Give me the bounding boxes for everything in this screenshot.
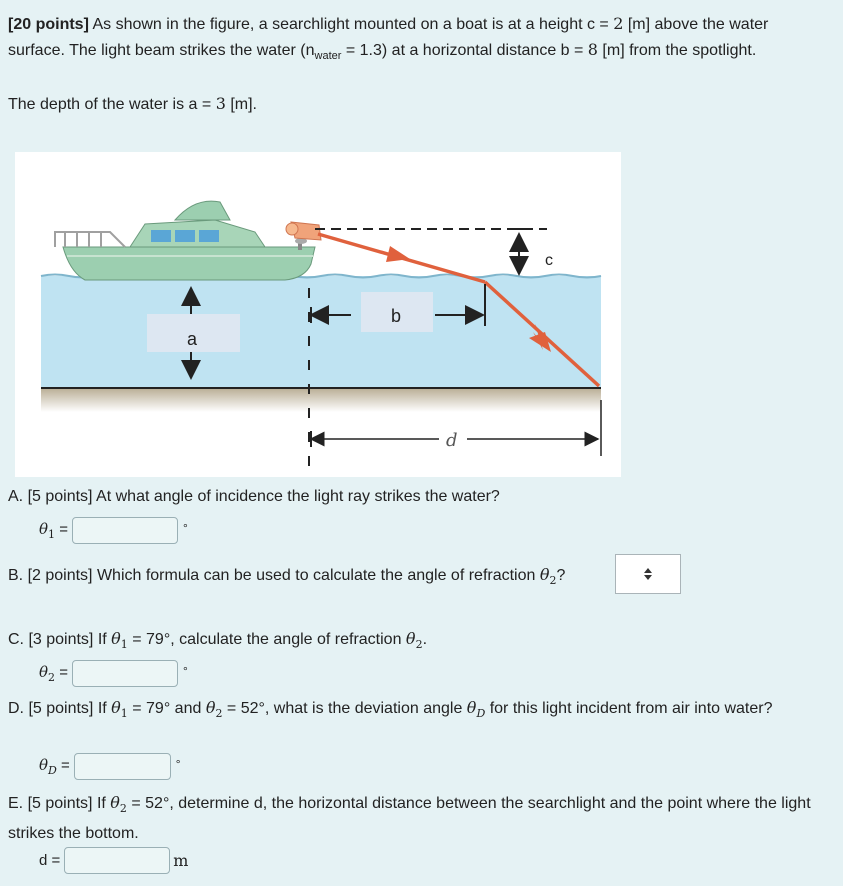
figure-svg: [15, 152, 621, 477]
intro-text-1: As shown in the figure, a searchlight mounted on a boat is at a height c =: [88, 16, 614, 33]
formula-select[interactable]: [615, 554, 681, 594]
c-value: 2: [613, 14, 624, 33]
theta1-input[interactable]: [72, 517, 178, 544]
intro-text-2: [m] above the water surface. The light beam strikes the water (n: [8, 16, 769, 59]
a-value: 3: [215, 94, 226, 113]
degree-unit: °: [182, 521, 188, 535]
theta1-label: $\theta_1$ =: [39, 520, 68, 541]
question-c-answer-row: [39, 660, 188, 687]
d-label: d =: [39, 852, 61, 869]
water-body: [41, 276, 601, 389]
label-a: a: [187, 329, 198, 349]
theta2-input[interactable]: [72, 660, 178, 687]
question-a-text: A. [5 points] At what angle of incidence the light ray strikes the water?: [8, 488, 500, 505]
intro-text-3: = 1.3) at a horizontal distance b =: [341, 41, 588, 59]
problem-statement: [8, 12, 828, 68]
question-c-text: C. [3 points] If $\theta_1 = 79^\circ$, calculate the angle of refraction $\theta_2$.: [8, 629, 428, 652]
label-c: c: [545, 252, 553, 269]
boat-hull: [63, 247, 315, 280]
intro-text-4: [m] from the spotlight.: [597, 41, 757, 59]
b-value: 8: [587, 39, 598, 59]
thetaD-input[interactable]: [74, 753, 171, 780]
points-label: [20 points]: [8, 16, 89, 33]
question-e-text: E. [5 points] If $\theta_2 = 52^\circ$, determine d, the horizontal distance between the searchlight and the point where the light strikes the bottom.: [8, 793, 811, 842]
thetaD-label: $\theta_D$ =: [39, 756, 70, 777]
degree-unit: °: [182, 664, 188, 678]
question-a-answer-row: [39, 517, 188, 544]
boat-cabin: [130, 220, 265, 247]
question-e-answer-row: [39, 847, 188, 874]
theta2-label: $\theta_2$ =: [39, 663, 68, 684]
depth-statement: The depth of the water is a = 3 [m].: [8, 94, 257, 113]
question-d-answer-row: [39, 753, 181, 780]
label-d: d: [446, 430, 458, 451]
d-input[interactable]: [64, 847, 170, 874]
label-b: b: [391, 306, 402, 326]
question-b-text: B. [2 points] Which formula can be used to calculate the angle of refraction $\theta_2$?: [8, 565, 566, 588]
meter-unit: m: [173, 851, 189, 870]
question-d-text: D. [5 points] If $\theta_1 = 79^\circ$ and $\theta_2 = 52^\circ$, what is the deviation angle $\theta_D$ for this light incident from air into water?: [8, 698, 773, 721]
searchlight-figure: [15, 152, 621, 477]
n-subscript: water: [314, 49, 342, 62]
updown-arrow-icon: [643, 567, 653, 581]
water-bottom: [41, 388, 601, 412]
degree-unit: °: [175, 757, 181, 771]
